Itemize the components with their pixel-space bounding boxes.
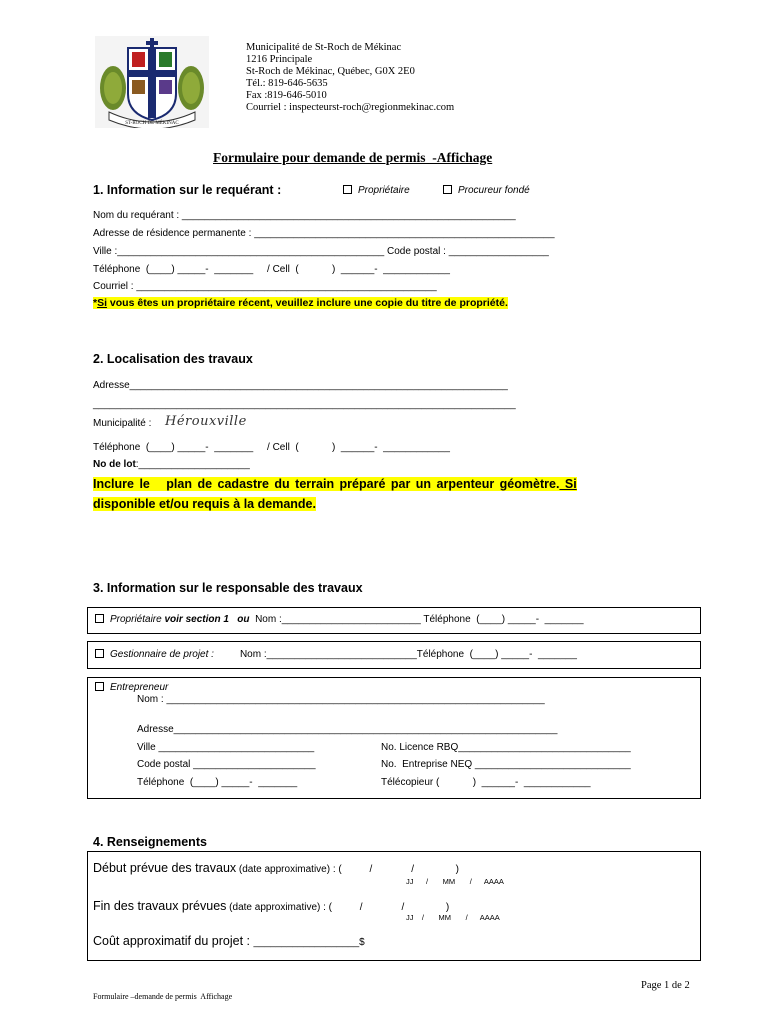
start-date-fields: (date approximative) : ( / / ) bbox=[236, 864, 459, 875]
owner-responsible-fields: Nom :_________________________ Téléphone (____) _____- _______ bbox=[249, 614, 584, 625]
cadastre-instruction-line2: disponible et/ou requis à la demande. bbox=[93, 497, 316, 511]
municipality-handwritten-value[interactable]: Hérouxville bbox=[165, 414, 247, 429]
project-manager-fields: Nom :___________________________Téléphone (____) _____- _______ bbox=[239, 649, 577, 660]
address-city: St-Roch de Mékinac, Québec, G0X 2E0 bbox=[246, 66, 415, 77]
owner-responsible-label: Propriétaire bbox=[110, 614, 162, 625]
owner-checkbox[interactable] bbox=[343, 185, 410, 196]
contractor-address-field[interactable]: Adresse_____________________________________________________________________ bbox=[137, 724, 558, 735]
project-manager-row[interactable] bbox=[95, 649, 577, 660]
cadastre-instruction-si: Si bbox=[559, 477, 577, 491]
attorney-checkbox-label: Procureur fondé bbox=[458, 185, 530, 196]
city-postal-field[interactable]: Ville :________________________________________________ Code postal : __________________ bbox=[93, 246, 549, 257]
attorney-checkbox[interactable] bbox=[443, 185, 530, 196]
section4-heading: 4. Renseignements bbox=[93, 835, 207, 849]
work-address-line2[interactable]: ____________________________________________________________________________ bbox=[93, 399, 516, 410]
applicant-name-field[interactable]: Nom du requérant : ____________________________________________________________ bbox=[93, 210, 516, 221]
end-date-label: Fin des travaux prévues bbox=[93, 899, 227, 913]
page-number: Page 1 de 2 bbox=[641, 980, 690, 991]
work-phone-field[interactable]: Téléphone (____) _____- _______ / Cell ( ) ______- ____________ bbox=[93, 442, 450, 453]
contractor-city-field[interactable]: Ville ____________________________ bbox=[137, 742, 315, 753]
email-address: Courriel : inspecteurst-roch@regionmekinac.com bbox=[246, 102, 455, 113]
neq-field[interactable]: No. Entreprise NEQ ____________________________ bbox=[381, 759, 631, 770]
section3-heading: 3. Information sur le responsable des travaux bbox=[93, 581, 363, 595]
work-address-field[interactable]: Adresse____________________________________________________________________ bbox=[93, 380, 508, 391]
project-manager-label: Gestionnaire de projet : bbox=[110, 649, 214, 660]
address-street: 1216 Principale bbox=[246, 54, 313, 65]
rbq-licence-field[interactable]: No. Licence RBQ_______________________________ bbox=[381, 742, 631, 753]
estimated-cost-row[interactable] bbox=[93, 934, 365, 948]
owner-checkbox-label: Propriétaire bbox=[358, 185, 410, 196]
note-star: * bbox=[93, 297, 98, 309]
estimated-cost-line: ___________________$ bbox=[253, 937, 365, 948]
cadastre-instruction-text: Inclure le plan de cadastre du terrain préparé par un arpenteur géomètre. bbox=[93, 477, 560, 491]
lot-number-field[interactable] bbox=[93, 459, 250, 470]
permanent-address-field[interactable]: Adresse de résidence permanente : ______________________________________________________ bbox=[93, 228, 555, 239]
municipality-name: Municipalité de St-Roch de Mékinac bbox=[246, 42, 402, 53]
start-date-row[interactable] bbox=[93, 861, 459, 875]
email-field[interactable]: Courriel : ______________________________________________________ bbox=[93, 281, 437, 292]
contractor-checkbox[interactable] bbox=[95, 682, 168, 693]
see-section1-label: voir section 1 ou bbox=[164, 614, 250, 625]
contractor-label: Entrepreneur bbox=[110, 682, 169, 693]
checkbox-icon[interactable] bbox=[343, 185, 352, 194]
lot-number-line: :____________________ bbox=[135, 459, 250, 470]
note-si: Si bbox=[97, 297, 108, 309]
end-date-fields: (date approximative) : ( / / ) bbox=[226, 902, 450, 913]
contractor-postal-field[interactable]: Code postal ______________________ bbox=[137, 759, 316, 770]
start-date-label: Début prévue des travaux bbox=[93, 861, 237, 875]
checkbox-icon[interactable] bbox=[443, 185, 452, 194]
logo-banner-text: ST-ROCH DE MÉKINAC bbox=[125, 121, 179, 126]
owner-responsible-row[interactable] bbox=[95, 614, 584, 625]
contractor-phone-field[interactable]: Téléphone (____) _____- _______ bbox=[137, 777, 298, 788]
section2-heading: 2. Localisation des travaux bbox=[93, 352, 253, 366]
contractor-name-field[interactable]: Nom : ____________________________________________________________________ bbox=[137, 694, 545, 705]
cadastre-instruction-line1 bbox=[93, 477, 577, 491]
start-date-format: JJ / MM / AAAA bbox=[406, 877, 504, 886]
municipal-coat-of-arms-logo bbox=[95, 36, 209, 128]
footer-form-name: Formulaire –demande de permis Affichage bbox=[93, 992, 233, 1001]
recent-owner-note bbox=[93, 297, 508, 309]
contractor-fax-field[interactable]: Télécopieur ( ) ______- ____________ bbox=[381, 777, 591, 788]
lot-number-label: No de lot bbox=[93, 459, 136, 470]
estimated-cost-label: Coût approximatif du projet : bbox=[93, 934, 254, 948]
phone-cell-field[interactable]: Téléphone (____) _____- _______ / Cell ( ) ______- ____________ bbox=[93, 264, 450, 275]
municipality-label: Municipalité : bbox=[93, 418, 152, 429]
end-date-row[interactable] bbox=[93, 899, 449, 913]
phone-number: Tél.: 819-646-5635 bbox=[246, 78, 328, 89]
checkbox-icon[interactable] bbox=[95, 649, 104, 658]
form-title: Formulaire pour demande de permis -Affichage bbox=[213, 150, 493, 165]
section1-heading: 1. Information sur le requérant : bbox=[93, 183, 282, 197]
note-text: vous êtes un propriétaire récent, veuillez inclure une copie du titre de propriété. bbox=[107, 297, 508, 309]
fax-number: Fax :819-646-5010 bbox=[246, 90, 327, 101]
checkbox-icon[interactable] bbox=[95, 682, 104, 691]
end-date-format: JJ / MM / AAAA bbox=[406, 913, 500, 922]
checkbox-icon[interactable] bbox=[95, 614, 104, 623]
